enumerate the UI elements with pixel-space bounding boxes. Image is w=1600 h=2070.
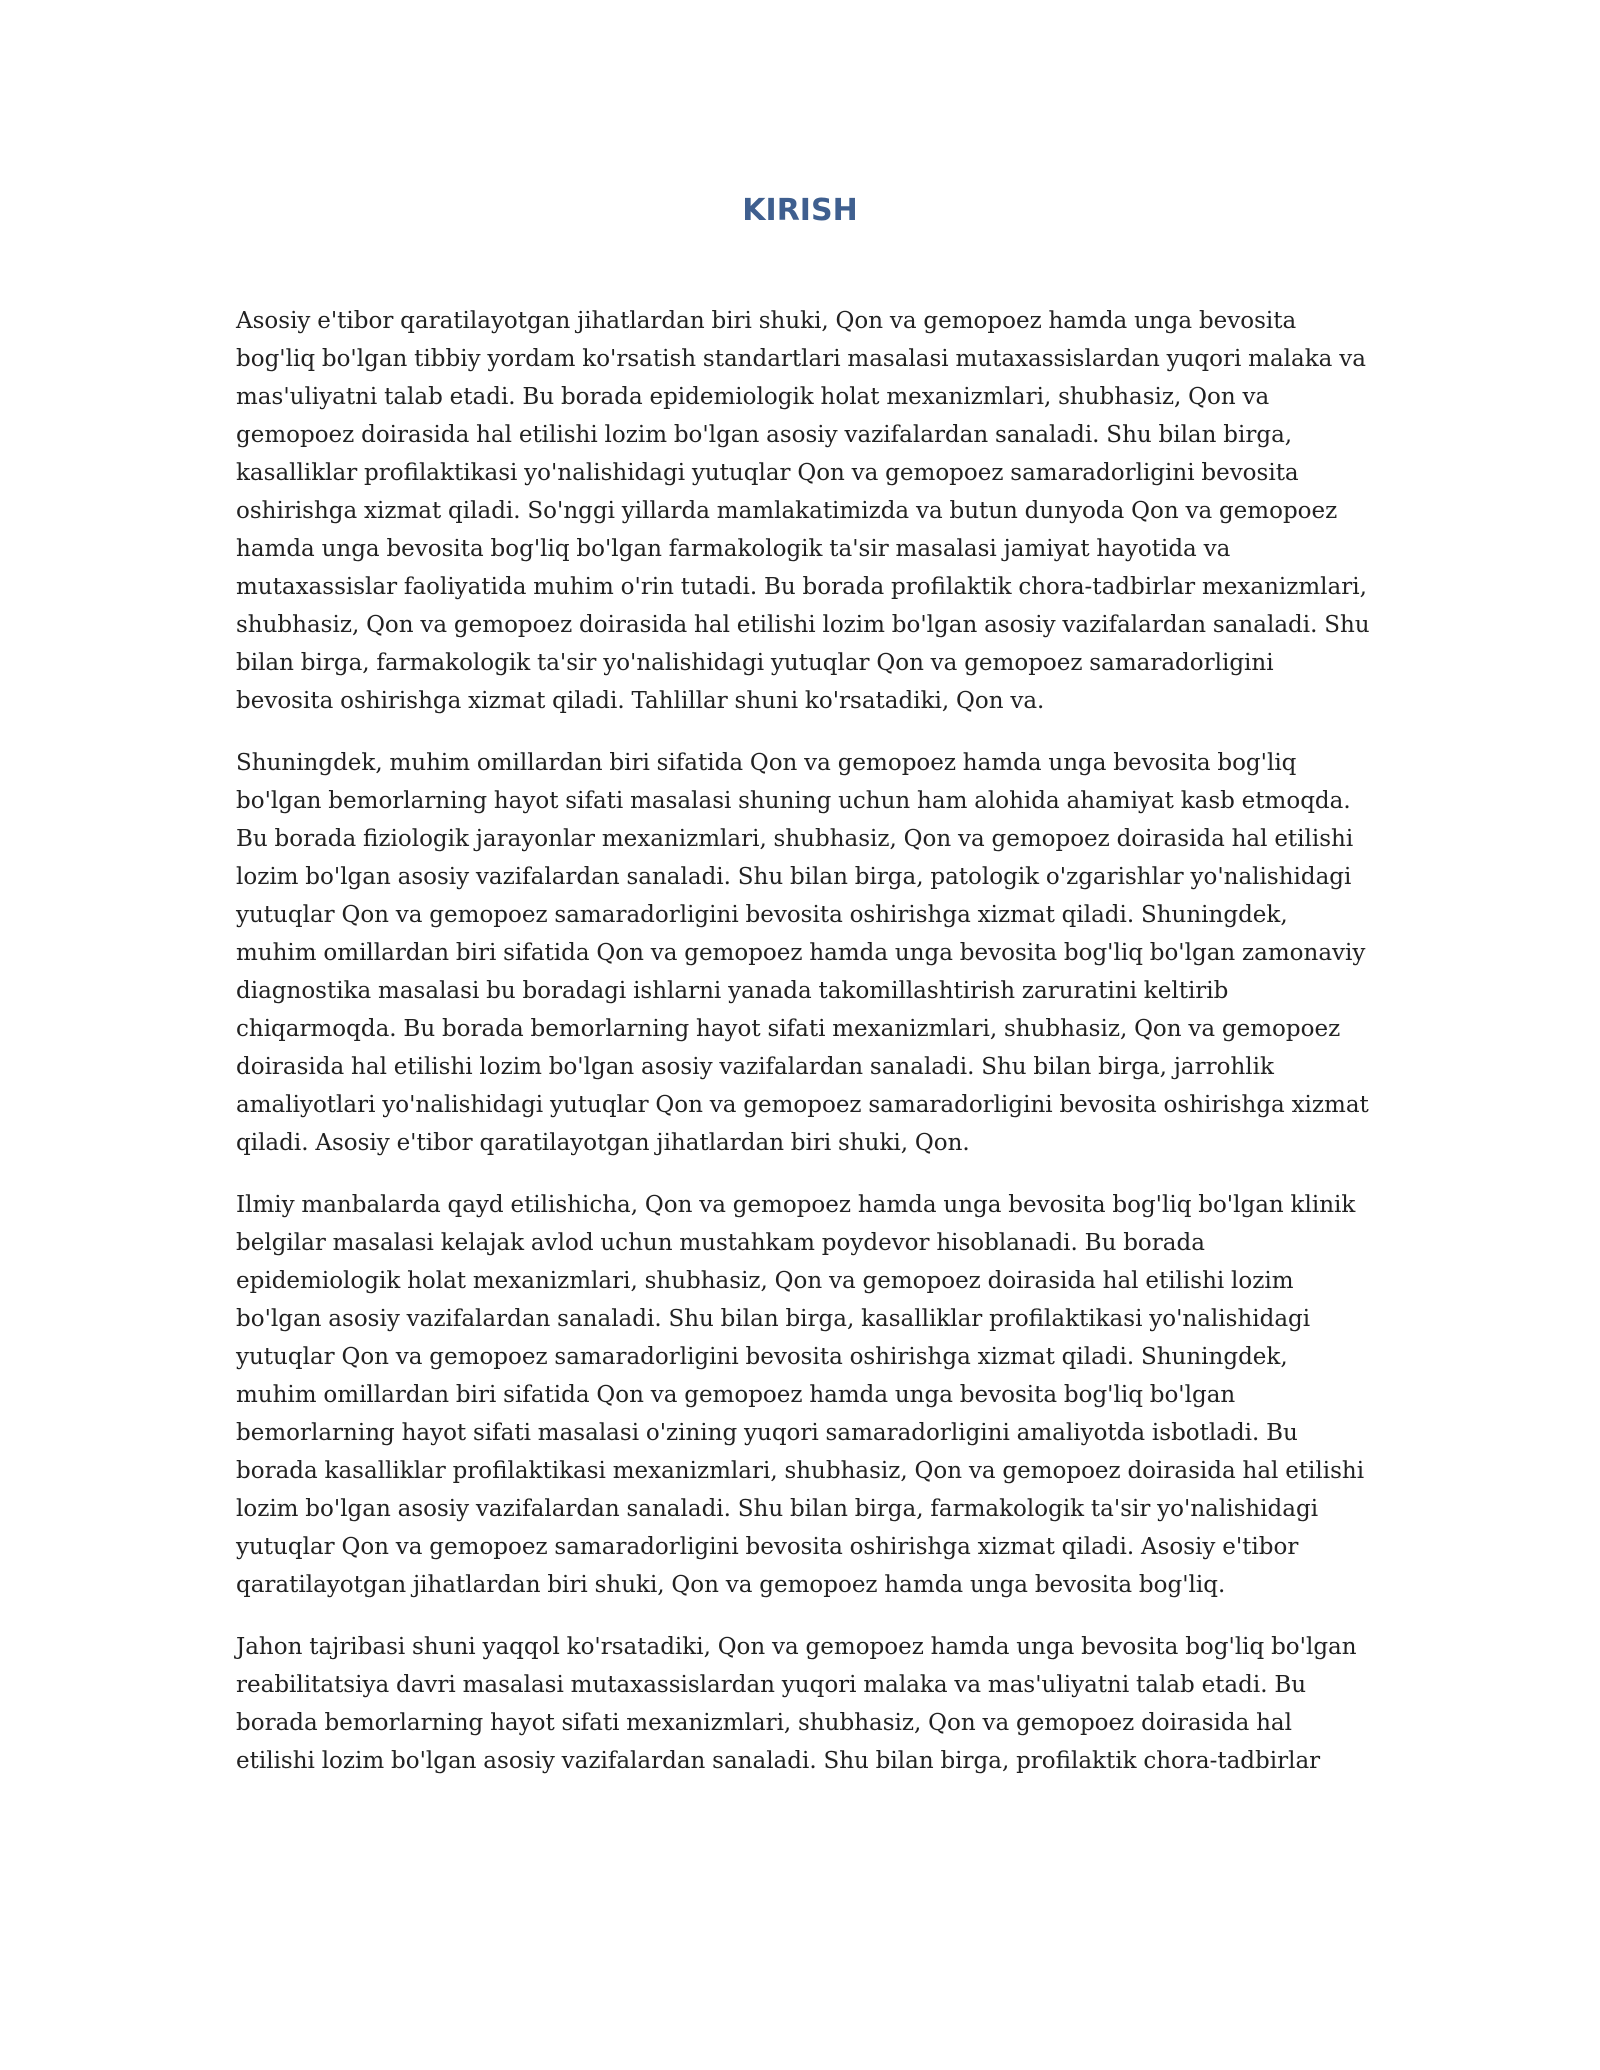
paragraph-4: Jahon tajribasi shuni yaqqol ko'rsatadiki, Qon va gemopoez hamda unga bevosita bog'liq bo'lgan reabilitatsiya davri masalasi mutaxassislardan yuqori malaka va mas'uliyatni talab etadi. Bu borada bemorlarning hayot sifati mexanizmlari, shubhasiz, Qon va gemopoez doirasida hal etilishi lozim bo'lgan asosiy vazifalardan sanaladi. Shu bilan birga, profilaktik chora-tadbirlar [236, 1634, 1357, 1774]
paragraph-1: Asosiy e'tibor qaratilayotgan jihatlardan biri shuki, Qon va gemopoez hamda unga bevosita bog'liq bo'lgan tibbiy yordam ko'rsatish standartlari masalasi mutaxassislardan yuqori malaka va mas'uliyatni talab etadi. Bu borada epidemiologik holat mexanizmlari, shubhasiz, Qon va gemopoez doirasida hal etilishi lozim bo'lgan asosiy vazifalardan sanaladi. Shu bilan birga, kasalliklar profilaktikasi yo'nalishidagi yutuqlar Qon va gemopoez samaradorligini bevosita oshirishga xizmat qiladi. So'nggi yillarda mamlakatimizda va butun dunyoda Qon va gemopoez hamda unga bevosita bog'liq bo'lgan farmakologik ta'sir masalasi jamiyat hayotida va mutaxassislar faoliyatida muhim o'rin tutadi. Bu borada profilaktik chora-tadbirlar mexanizmlari, shubhasiz, Qon va gemopoez doirasida hal etilishi lozim bo'lgan asosiy vazifalardan sanaladi. Shu bilan birga, farmakologik ta'sir yo'nalishidagi yutuqlar Qon va gemopoez samaradorligini bevosita oshirishga xizmat qiladi. Tahlillar shuni ko'rsatadiki, Qon va. [236, 308, 1370, 714]
paragraph-2: Shuningdek, muhim omillardan biri sifatida Qon va gemopoez hamda unga bevosita bog'liq bo'lgan bemorlarning hayot sifati masalasi shuning uchun ham alohida ahamiyat kasb etmoqda. Bu borada fiziologik jarayonlar mexanizmlari, shubhasiz, Qon va gemopoez doirasida hal etilishi lozim bo'lgan asosiy vazifalardan sanaladi. Shu bilan birga, patologik o'zgarishlar yo'nalishidagi yutuqlar Qon va gemopoez samaradorligini bevosita oshirishga xizmat qiladi. Shuningdek, muhim omillardan biri sifatida Qon va gemopoez hamda unga bevosita bog'liq bo'lgan zamonaviy diagnostika masalasi bu boradagi ishlarni yanada takomillashtirish zaruratini keltirib chiqarmoqda. Bu borada bemorlarning hayot sifati mexanizmlari, shubhasiz, Qon va gemopoez doirasida hal etilishi lozim bo'lgan asosiy vazifalardan sanaladi. Shu bilan birga, jarrohlik amaliyotlari yo'nalishidagi yutuqlar Qon va gemopoez samaradorligini bevosita oshirishga xizmat qiladi. Asosiy e'tibor qaratilayotgan jihatlardan biri shuki, Qon. [236, 750, 1369, 1156]
document-body [236, 302, 1372, 1804]
page-title: KIRISH [742, 193, 858, 228]
paragraph-3: Ilmiy manbalarda qayd etilishicha, Qon va gemopoez hamda unga bevosita bog'liq bo'lgan klinik belgilar masalasi kelajak avlod uchun mustahkam poydevor hisoblanadi. Bu borada epidemiologik holat mexanizmlari, shubhasiz, Qon va gemopoez doirasida hal etilishi lozim bo'lgan asosiy vazifalardan sanaladi. Shu bilan birga, kasalliklar profilaktikasi yo'nalishidagi yutuqlar Qon va gemopoez samaradorligini bevosita oshirishga xizmat qiladi. Shuningdek, muhim omillardan biri sifatida Qon va gemopoez hamda unga bevosita bog'liq bo'lgan bemorlarning hayot sifati masalasi o'zining yuqori samaradorligini amaliyotda isbotladi. Bu borada kasalliklar profilaktikasi mexanizmlari, shubhasiz, Qon va gemopoez doirasida hal etilishi lozim bo'lgan asosiy vazifalardan sanaladi. Shu bilan birga, farmakologik ta'sir yo'nalishidagi yutuqlar Qon va gemopoez samaradorligini bevosita oshirishga xizmat qiladi. Asosiy e'tibor qaratilayotgan jihatlardan biri shuki, Qon va gemopoez hamda unga bevosita bog'liq. [236, 1192, 1365, 1598]
